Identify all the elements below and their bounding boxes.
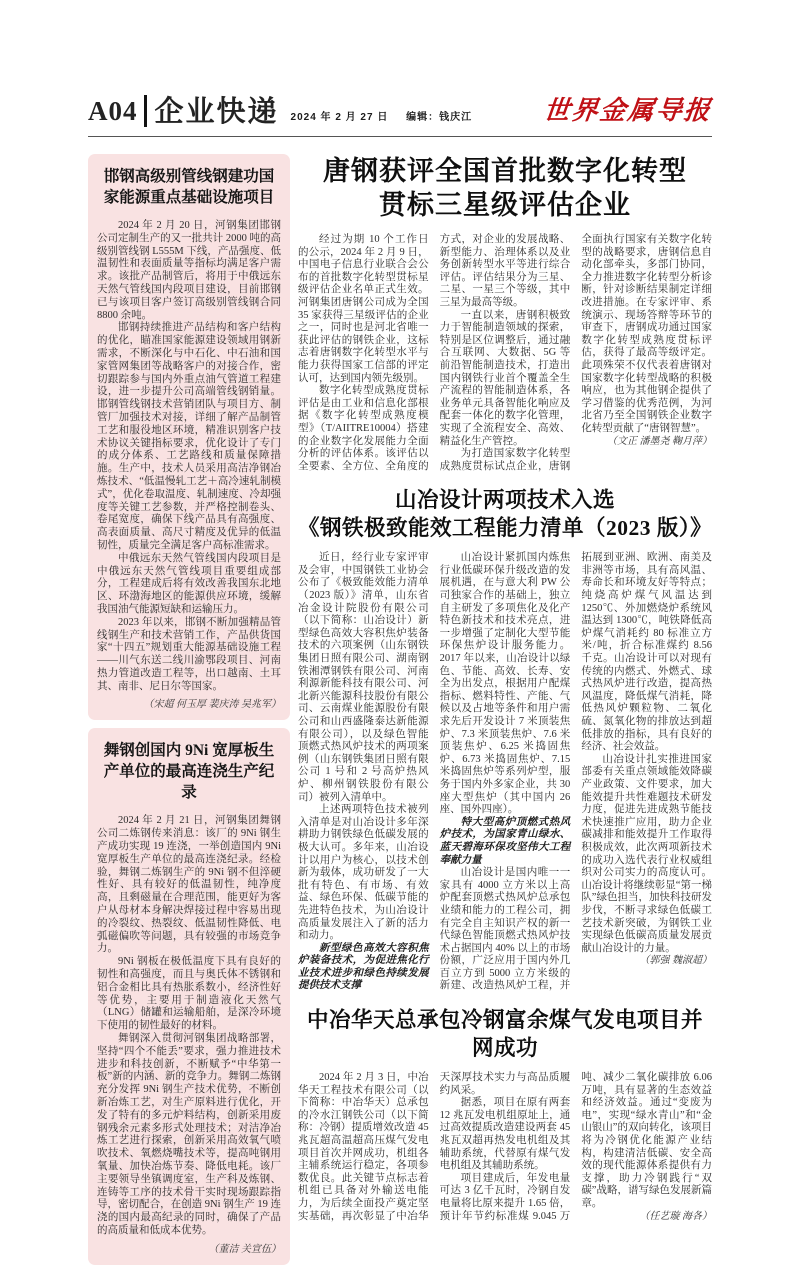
paragraph-subhead: 新型绿色高效大容积焦炉装备技术，为促进焦化行业技术进步和绿色持续发展提供技术支撑 [298,942,429,992]
paragraph: 邯钢持续推进产品结构和客户结构的优化，瞄准国家能源建设领域用钢新需求，不断深化与中石化、中石油和国家管网集团等战略客户的对接合作，密切跟踪参与国内外重点油气管道工程建设，进一步提升公司高端管线钢销量。邯钢管线钢技术营销团队与项目方、制管厂加强技术对接，详细了解产品制管工艺和服役地区环境，精准识别客户技术协议关键指标要求，优化设计了专门的成分体系、工艺路线和质量保障措施。生产中，技术人员采用高洁净钢冶炼技术、“低温慢轧工艺＋高冷速轧制模式”，优化卷取温度、轧制速度、冷却强度等关键工艺参数，并严格控制卷头、卷尾宽度，确保下线产品具有高强度、高表面质量、高尺寸精度及优异的低温韧性，质量完全满足客户高标准需求。 [97,322,281,551]
byline: （文正 潘墨尧 鞠月萍） [606,435,712,447]
page-number: A04 [88,96,138,126]
left-sidebar-column [88,154,290,1273]
page-header [88,90,712,127]
paragraph: 据悉，项目在原有两套 12 兆瓦发电机组原址上，通过高效提质改造建设两套 45 兆瓦双超再热发电机组及其辅助系统，代替原有煤气发电机组及其辅助系统。 [439,1097,571,1172]
main-column [298,154,712,1273]
paragraph: 数字化转型成熟度贯标评估是由工业和信息化部根据《数字化转型成熟度模型》（T/AIITRE10004）搭建的企业数字化发展能力全面分析的评估体系。该评估以全要素、全方位、全角度的方式，对企业的发展战略、新型能力、治理体系以及业务创新转型水平等进行综合评估。评估结果分为三星、二星、一星三个等级，其中三星为最高等级。 [298,234,571,472]
article-body [298,552,712,993]
newspaper-logo: 世界金属导报 [542,96,714,125]
byline: （任艺璇 海各） [639,1210,712,1222]
article-body [298,234,712,473]
section-title: 企业快递 [154,96,279,128]
byline: （董洁 关宣伍） [208,1243,281,1255]
headline-line: 中冶华天总承包冷钢富余煤气发电项目并网成功 [306,1008,703,1061]
article-shanye-design-energy-efficiency [298,486,712,993]
paragraph: 经过为期 10 个工作日的公示，2024 年 2 月 9 日，中国电子信息行业联合会公布的首批数字化转型贯标星级评估企业名单正式生效。河钢集团唐钢公司成为全国 35 家获得三星级评估的企业之一，同时也是河北省唯一获此评估的钢铁企业，这标志着唐钢数字化转型水平与能力获得国家工信部的评定认可，达到国内领先级别。 [298,234,429,384]
article-zhongye-huatian-power-project [298,1006,712,1223]
paragraph: 2024 年 2 月 20 日，河钢集团邯钢公司定制生产的又一批共计 2000 吨的高级别管线钢 L555M 下线，产品强度、低温韧性和表面质量等指标均满足客户需求。该批产品制管后，将用于中俄远东天然气管线国内段项目建设，目前邯钢已与该项目客户签订高级别管线钢合同 8800 余吨。 [97,220,281,321]
paragraph-subhead: 特大型高炉顶燃式热风炉技术，为国家青山绿水、蓝天碧海环保攻坚伟大工程奉献力量 [439,816,571,866]
paragraph: 2024 年 2 月 21 日，河钢集团舞钢公司二炼钢传来消息：该厂的 9Ni 钢生产成功实现 19 连浇，一举创造国内 9Ni 宽厚板生产单位的最高连浇纪录。经检验，舞钢二炼钢生产的 9Ni 钢不但淬硬性好、具有较好的低温韧性，纯净度高，且剩磁量在合理范围，能更好为客户从母材本身解决焊接过程中容易出现的冷裂纹、热裂纹、低温韧性降低、电弧磁偏吹等问题，具有较强的市场竞争力。 [97,815,281,955]
paragraph: 2024 年 2 月 3 日，中冶华天工程技术有限公司（以下简称：中冶华天）总承包的冷水江钢铁公司（以下简称：冷钢）提质增效改造 45 兆瓦超高温超高压煤气发电项目首次并网成功，机组各主辅系统运行稳定，各项参数优良。此关键节点标志着机组已具备对外输送电能力，为后续全面投产奠定坚实基础，再次彰显了中冶华天深厚技术实力与高品质履约风采。 [298,1072,571,1222]
article-headline [298,154,712,222]
article-wugang-9ni-record [88,728,290,1264]
paragraph: 2023 年以来，邯钢不断加强精品管线钢生产和技术营销工作，产品供货国家“十四五”规划重大能源基础设施工程——川气东送二线川渝鄂段项目、河南热力管道改造工程等，出口越南、土耳其、南非、尼日尔等国家。 [97,616,281,692]
header-rule [88,136,712,137]
paragraph: 9Ni 钢板在极低温度下具有良好的韧性和高强度，而且与奥氏体不锈钢和铝合金相比具有热胀系数小，经济性好等优势，主要用于制造液化天然气（LNG）储罐和运输船舶，是深冷环境下使用的韧性最好的材料。 [97,956,281,1032]
header-divider [144,95,147,127]
paragraph: 山冶设计扎实推进国家部委有关重点领域能效降碳产业政策、文件要求，加大能效提升共性难题技术研发力度，促进先进成熟节能技术快速推广应用，助力企业碳减排和能效提升工作取得积极成效，此次两项新技术的成功入选代表行业权威组织对公司实力的高度认可。山冶设计将继续彰显“第一梯队”绿色担当，加快科技研发步伐，不断寻求绿色低碳工艺技术新突破，为钢铁工业实现绿色低碳高质量发展贡献山冶设计的力量。 [581,753,712,954]
page-content [88,154,712,1273]
article-hangang-pipeline-steel [88,154,290,720]
editor-credit: 编辑：钱庆江 [406,112,473,123]
article-tanggang-digital-transformation [298,154,712,473]
paragraph: 中俄远东天然气管线国内段项目是中俄远东天然气管线项目重要组成部分，工程建成后将有效改善我国东北地区、环渤海地区的能源供应环境，缓解我国油气能源短缺和运输压力。 [97,552,281,615]
article-headline [298,1006,712,1062]
date-editor-line [291,108,487,123]
paragraph: 舞钢深入贯彻河钢集团战略部署，坚持“四个不能丢”要求，强力推进技术进步和科技创新，不断赋予“中华第一板”新的内涵、新的竞争力。舞钢二炼钢充分发挥 9Ni 钢生产技术优势，不断创新冶炼工艺，对生产原料进行优化，开发了特有的多元炉料结构，创新采用废钢残余元素多形式处理技术；对洁净冶炼工艺进行探索，创新采用高效氧气喷吹技术、氧燃烧嘴技术等，提高吨钢用氧量、加快冶炼节奏、降低电耗。该厂主要领导坐镇调度室，生产科及炼钢、连铸等工序的技术骨干实时现场跟踪指导，密切配合，在创造 9Ni 钢生产 19 连浇的国内最高纪录的同时，确保了产品的高质量和低成本优势。 [97,1033,281,1236]
paragraph: 近日，经行业专家评审及会审，中国钢铁工业协会公布了《极致能效能力清单（2023 版）》清单，山东省冶金设计院股份有限公司（以下简称：山冶设计）新型绿色高效大容积焦炉装备技术的六项案例（山东钢铁集团日照有限公司、湖南钢铁湘潭钢铁有限公司、河南利源新能科技有限公司、河北新兴能源科技股份有限公司、云南煤业能源股份有限公司和山西盛隆泰达新能源有限公司），以及绿色智能顶燃式热风炉技术的两项案例（山东钢铁集团日照有限公司 1 号和 2 号高炉热风炉、柳州钢铁股份有限公司）被列入清单中。 [298,552,429,803]
headline-line: 唐钢获评全国首批数字化转型 [323,156,687,186]
headline-line: 山冶设计两项技术入选 [394,488,615,513]
paragraph: 山冶设计紧抓国内炼焦行业低碳环保升级改造的发展机遇，在与意大利 PW 公司独家合作的基础上，独立自主研发了多项焦化及化产特色新技术和技术亮点，进一步增强了定制化大型节能环保焦炉设计服务能力。2017 年以来，山冶设计以绿色、节能、高效、长寿、安全为出发点，根据用户配煤指标、燃料特性、产能、气候以及占地等条件和用户需求先后开发设计 7 米顶装焦炉、7.3 米顶装焦炉、7.6 米顶装焦炉、6.25 米捣固焦炉、6.73 米捣固焦炉、7.15 米捣固焦炉等系列炉型，服务于国内外多家企业，共 30 座大型焦炉（其中国内 26 座、国外四座）。 [439,552,571,816]
publish-date: 2024 年 2 月 27 日 [290,112,389,123]
paragraph: 一直以来，唐钢积极致力于智能制造领域的探索，特别是区位调整后，通过融合互联网、大数据、5G 等前沿智能制造技术，打造出国内钢铁行业首个覆盖全生产流程的智能制造体系，各业务单元具备智能化响应及配套一体化的数字化管理，实现了全流程安全、高效、精益化生产管控。 [439,309,571,447]
article-title: 邯钢高级别管线钢建功国家能源重点基础设施项目 [103,168,275,206]
article-body [298,1072,712,1223]
headline-line: 贯标三星级评估企业 [379,190,631,220]
headline-line: 《钢铁极致能效工程能力清单（2023 版）》 [298,516,713,541]
paragraph: 山冶设计是国内唯一一家具有 4000 立方米以上高炉配套顶燃式热风炉总承包业绩和能力的工程公司，拥有完全自主知识产权的新一代绿色智能顶燃式热风炉技术占据国内 40% 以上的市场份额，广泛应用于国内外几百立方到 5000 立方米级的新建、改造热风炉工程，并拓展到亚洲、欧洲、南美及非洲等市场，具有高风温、寿命长和环境友好等特点；纯烧高炉煤气风温达到 1250℃、外加燃烧炉系统风温达到 1300℃，吨铁降低高炉煤气消耗约 80 标准立方米/吨，折合标准煤约 8.56 千克。山冶设计可以对现有传统的内燃式、外燃式、球式热风炉进行改造，提高热风温度，降低煤气消耗，降低热风炉颗粒物、二氧化硫、氮氧化物的排放达到超低排放的指标，具有良好的经济、社会效益。 [439,552,712,992]
article-headline [298,486,712,542]
paragraph: 项目建成后，年发电量可达 3 亿千瓦时，冷钢自发电量将比原来提升 1.65 倍，预计年节约标准煤 9.045 万吨、减少二氧化碳排放 6.06 万吨，具有显著的生态效益和经济效益。通过“变废为电”，实现“绿水青山”和“金山银山”的双向转化，该项目将为冷钢优化能源产业结构，构建清洁低碳、安全高效的现代能源体系提供有力支撑，助力冷钢践行“双碳”战略，谱写绿色发展新篇章。 [439,1072,712,1222]
byline: （宋超 何玉厚 裴庆涛 吴兆军） [143,699,281,711]
byline: （郭强 魏淑超） [639,955,712,967]
article-title: 舞钢创国内 9Ni 宽厚板生产单位的最高连浇生产纪录 [103,742,275,802]
paragraph: 为打造国家数字化转型成熟度贯标试点企业，唐钢全面执行国家有关数字化转型的战略要求，唐钢信息自动化部牵头，多部门协同，全力推进数字化转型分析诊断，针对诊断结果制定详细改进措施。在专家评审、系统演示、现场答辩等环节的审查下，唐钢成功通过国家数字化转型成熟度贯标评估，获得了最高等级评定。此项殊荣不仅代表着唐钢对国家数字化转型战略的积极响应，也为其他钢企提供了学习借鉴的优秀范例，为河北省乃至全国钢铁企业数字化转型贡献了“唐钢智慧”。 [439,234,712,472]
paragraph: 上述两项特色技术被列入清单是对山冶设计多年深耕助力钢铁绿色低碳发展的极大认可。多年来，山冶设计以用户为核心，以技术创新为载体，成功研发了一大批有特色、有市场、有效益、绿色环保、低碳节能的先进特色技术，为山冶设计高质量发展注入了新的活力和动力。 [298,804,429,942]
